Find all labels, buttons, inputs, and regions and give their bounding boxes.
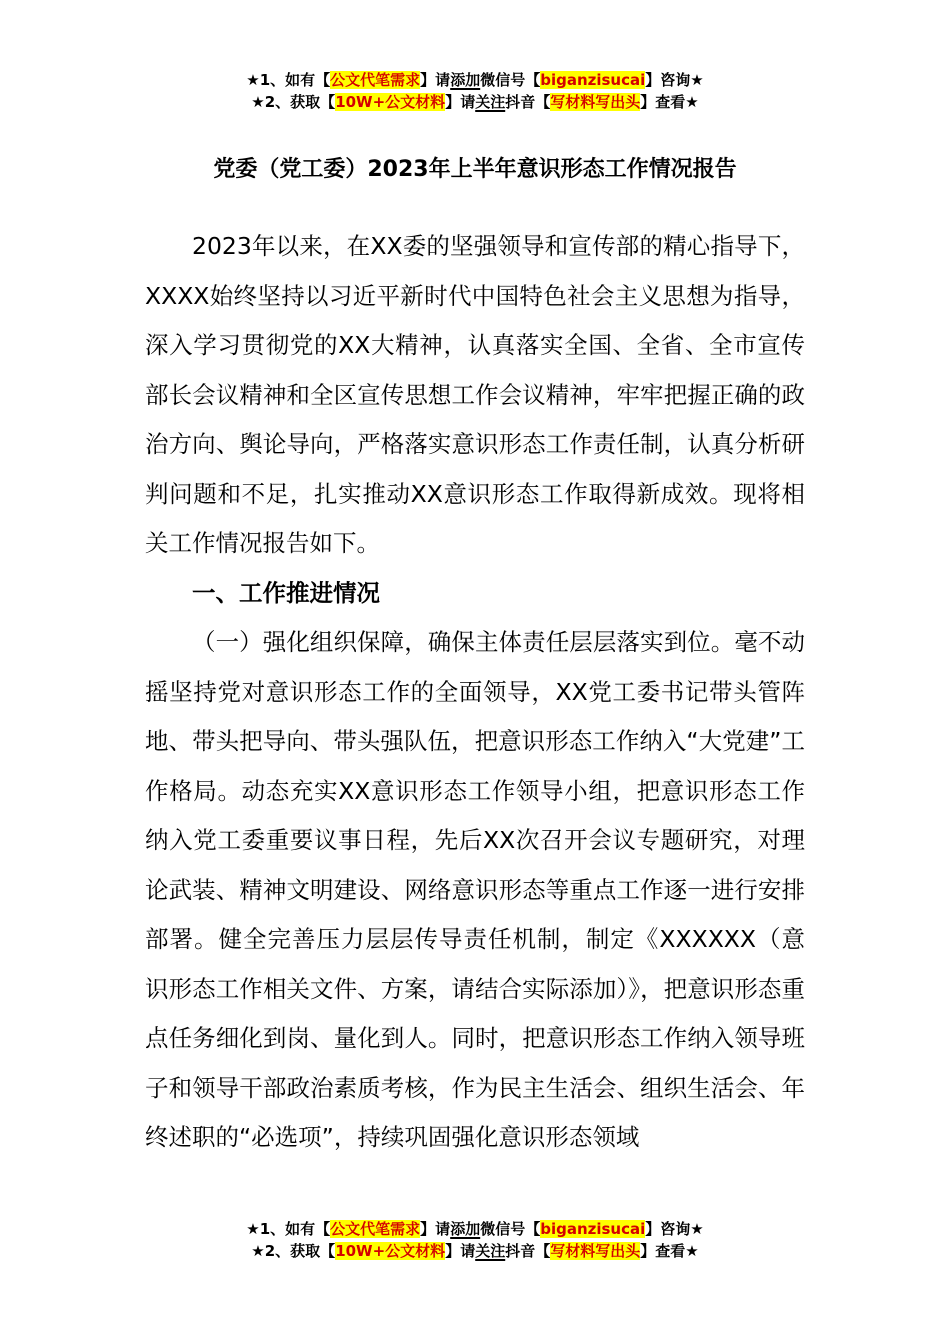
banner-underline: 添加	[450, 1220, 481, 1238]
footer-banner	[0, 1218, 950, 1262]
banner-text: ★1、如有【	[246, 1220, 331, 1238]
banner-highlight: 写材料写出头	[550, 93, 641, 111]
banner-highlight: 公文代笔需求	[330, 1220, 421, 1238]
banner-text: 】查看★	[640, 93, 699, 111]
banner-text: ★2、获取【	[251, 93, 336, 111]
banner-text: 】请	[420, 71, 451, 89]
intro-paragraph: 2023年以来，在XX委的坚强领导和宣传部的精心指导下，XXXX始终坚持以习近平新时代中国特色社会主义思想为指导，深入学习贯彻党的XX大精神，认真落实全国、全省、全市宣传部长会议精神和全区宣传思想工作会议精神，牢牢把握正确的政治方向、舆论导向，严格落实意识形态工作责任制，认真分析研判问题和不足，扎实推动XX意识形态工作取得新成效。现将相关工作情况报告如下。	[145, 232, 805, 557]
banner-underline: 关注	[475, 1242, 506, 1260]
document-title: 党委（党工委）2023年上半年意识形态工作情况报告	[213, 157, 737, 182]
banner-line-1	[0, 1218, 950, 1240]
header-banner	[0, 69, 950, 113]
banner-text: ★1、如有【	[246, 71, 331, 89]
section-paragraph: （一）强化组织保障，确保主体责任层层落实到位。毫不动摇坚持党对意识形态工作的全面领导，XX党工委书记带头管阵地、带头把导向、带头强队伍，把意识形态工作纳入“大党建”工作格局。动态充实XX意识形态工作领导小组，把意识形态工作纳入党工委重要议事日程，先后XX次召开会议专题研究，对理论武装、精神文明建设、网络意识形态等重点工作逐一进行安排部署。健全完善压力层层传导责任机制，制定《XXXXXX（意识形态工作相关文件、方案，请结合实际添加）》，把意识形态重点任务细化到岗、量化到人。同时，把意识形态工作纳入领导班子和领导干部政治素质考核，作为民主生活会、组织生活会、年终述职的“必选项”，持续巩固强化意识形态领域	[145, 628, 805, 1151]
banner-highlight: biganzisucai	[540, 1220, 646, 1238]
banner-underline: 添加	[450, 71, 481, 89]
banner-text: 微信号【	[480, 1220, 541, 1238]
banner-underline: 关注	[475, 93, 506, 111]
banner-text: 】查看★	[640, 1242, 699, 1260]
banner-line-1	[0, 69, 950, 91]
banner-text: 】请	[420, 1220, 451, 1238]
banner-line-2	[0, 1240, 950, 1262]
banner-text: 】请	[445, 93, 476, 111]
document-body	[145, 222, 805, 1163]
banner-text: 】咨询★	[645, 71, 704, 89]
banner-text: 微信号【	[480, 71, 541, 89]
banner-highlight: 10W+公文材料	[335, 93, 446, 111]
banner-text: 抖音【	[505, 93, 551, 111]
banner-text: 】咨询★	[645, 1220, 704, 1238]
banner-highlight: biganzisucai	[540, 71, 646, 89]
banner-text: ★2、获取【	[251, 1242, 336, 1260]
banner-line-2	[0, 91, 950, 113]
section-heading: 一、工作推进情况	[192, 578, 380, 607]
banner-highlight: 10W+公文材料	[335, 1242, 446, 1260]
banner-highlight: 公文代笔需求	[330, 71, 421, 89]
banner-text: 抖音【	[505, 1242, 551, 1260]
banner-highlight: 写材料写出头	[550, 1242, 641, 1260]
banner-text: 】请	[445, 1242, 476, 1260]
